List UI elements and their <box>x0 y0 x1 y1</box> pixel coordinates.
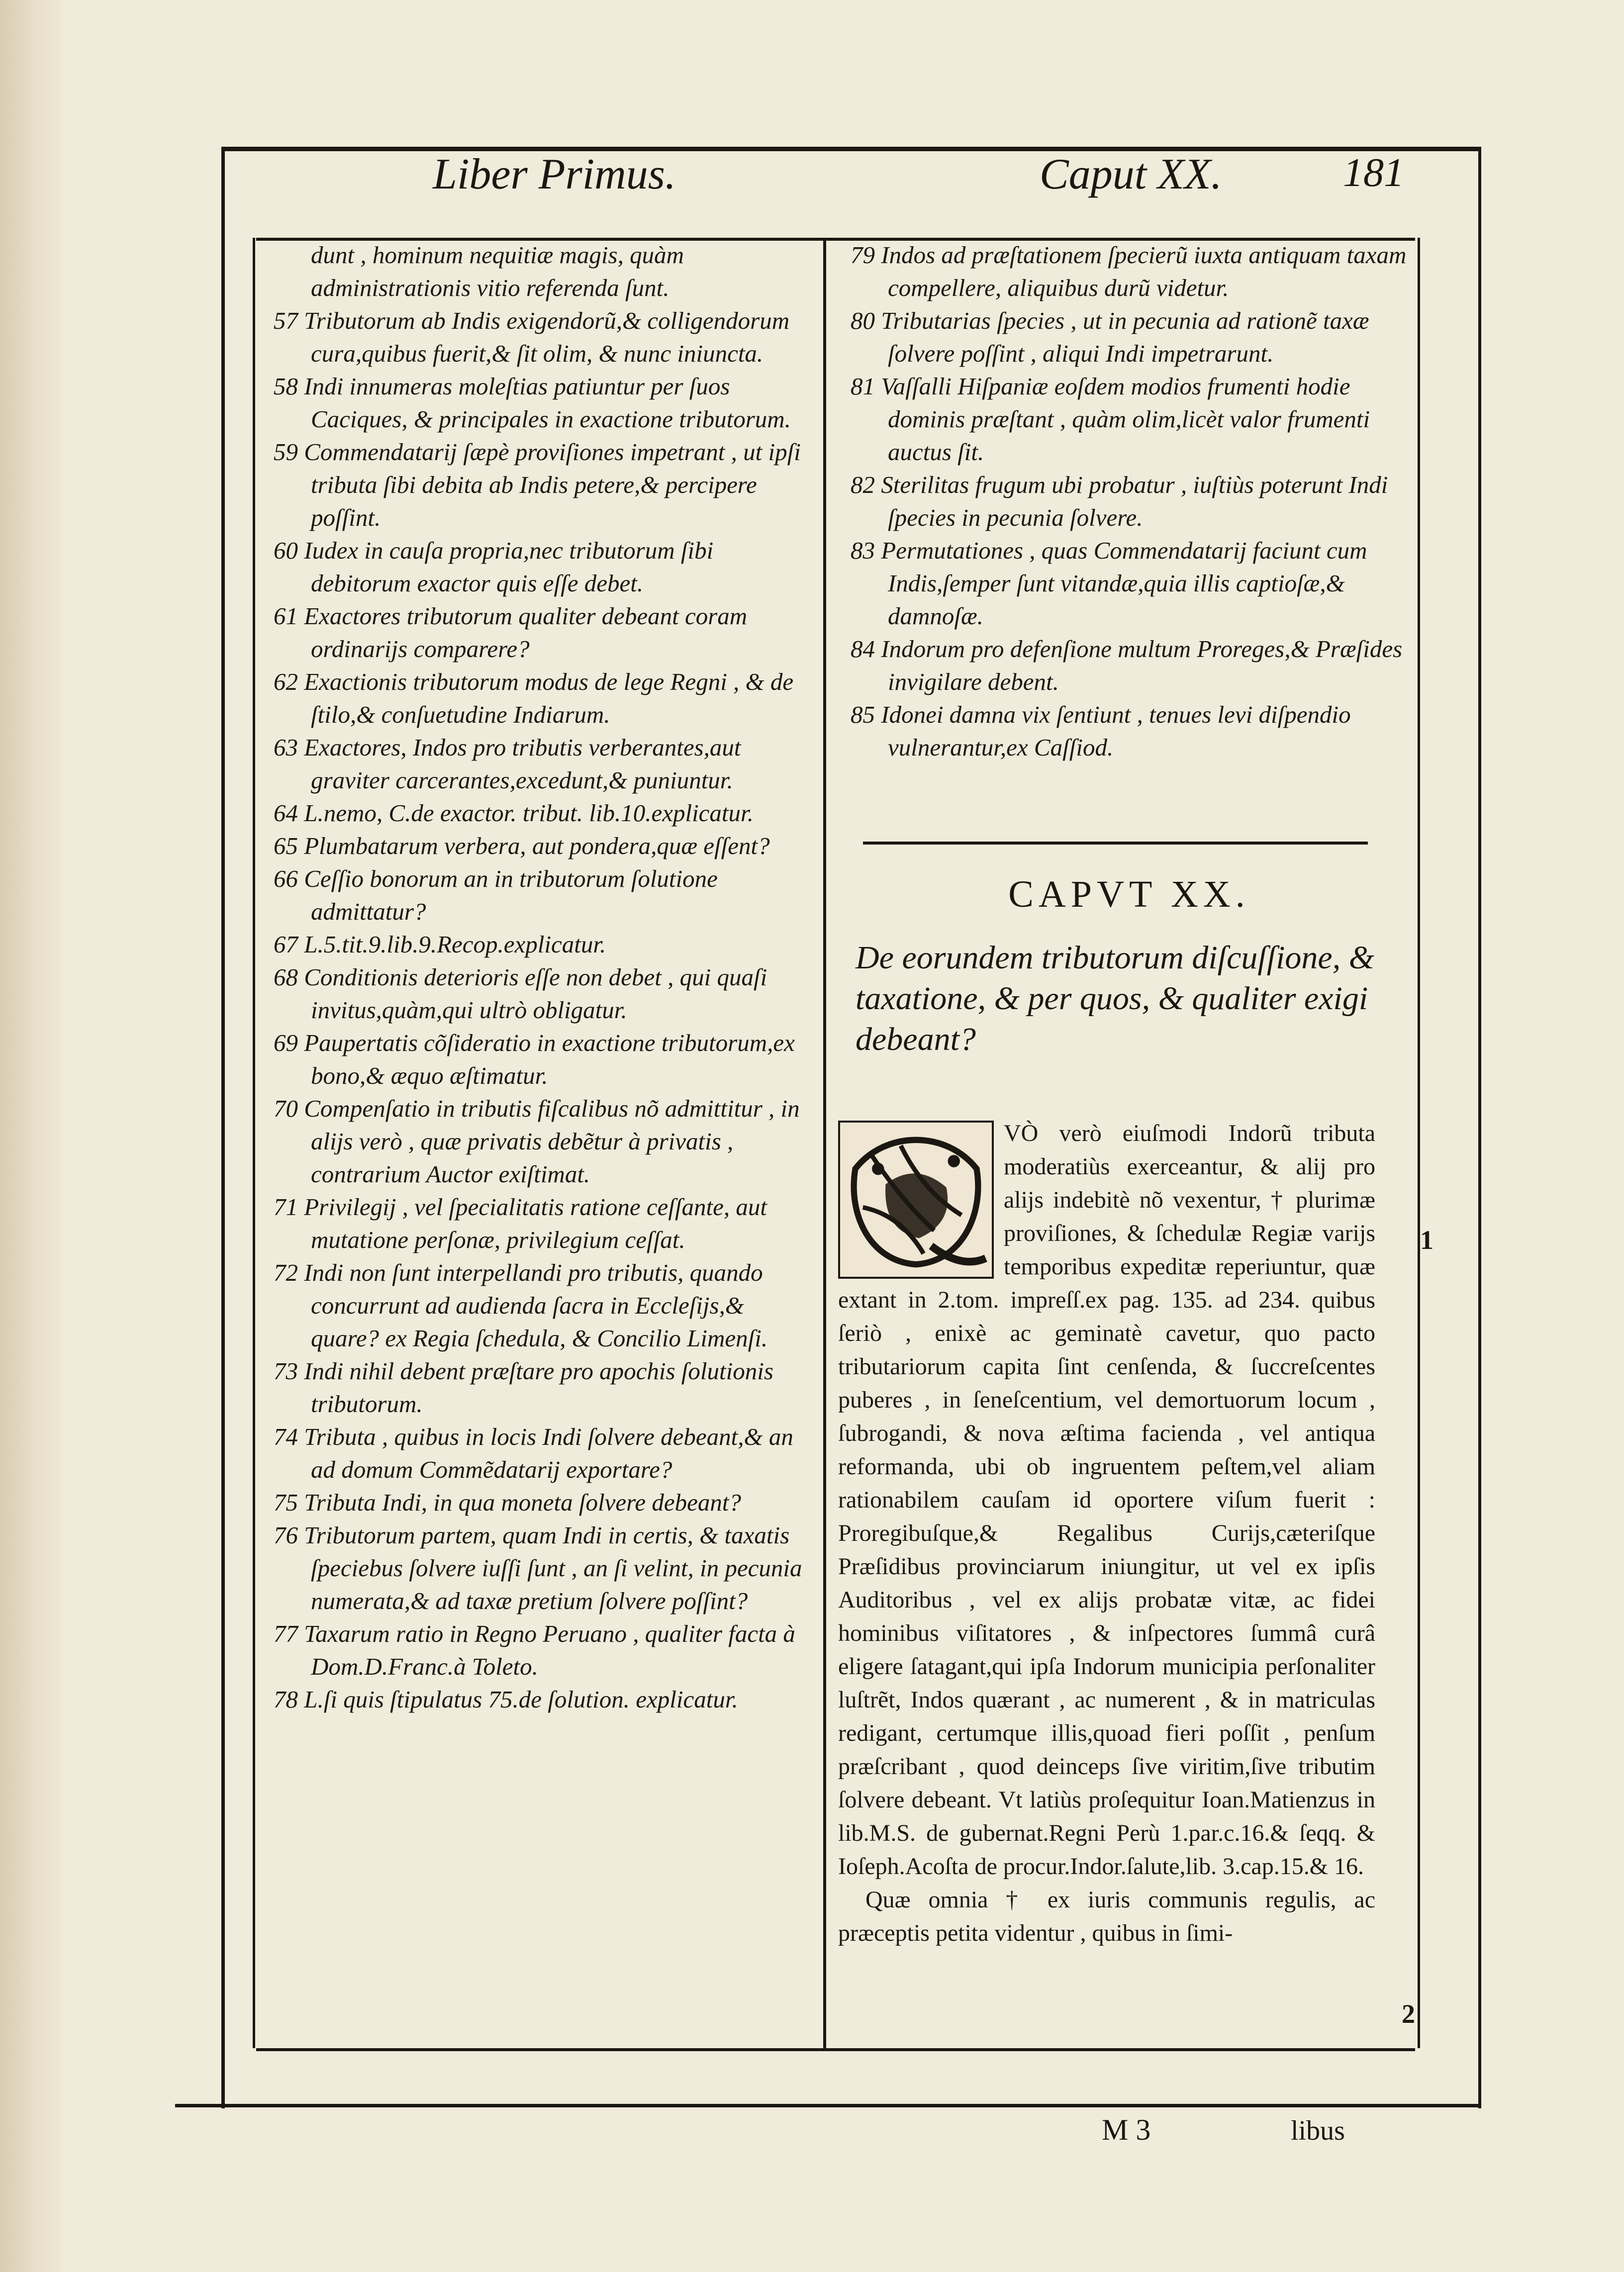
summary-entry: 66 Ceſſio bonorum an in tributorum ſolutione admittatur? <box>274 865 718 925</box>
summary-entry: 79 Indos ad præſtationem ſpecierũ iuxta antiquam taxam compellere, aliquibus durũ videtur. <box>851 241 1407 301</box>
body-paragraph-1: VÒ verò eiuſmodi Indorũ tributa moderatiùs exerceantur, & alij pro alijs indebitè nõ vexentur, † plurimæ proviſiones, & ſchedulæ Regiæ varijs temporibus expeditæ reperiuntur, quæ extant in 2.tom. impreſſ.ex pag. 135. ad 234. quibus ſeriò , enixè ac geminatè cavetur, quo pacto tributariorum capita ſint cenſenda, & ſuccreſcentes puberes , in ſeneſcentium, vel demortuorum locum , ſubrogandi, & nova æſtima facienda , vel antiqua reformanda, ubi ob ingruentem peſtem,vel aliam rationabilem cauſam id oportere viſum fuerit : Proregibuſque,& Regalibus Curijs,cæteriſque Præſidibus provinciarum iniungitur, ut vel ex ipſis Auditoribus , vel ex alijs probatæ vitæ, ac fidei hominibus viſitatores , & inſpectores ſummâ curâ eligere ſatagant,qui ipſa Indorum municipia perſonaliter luſtrẽt, Indos quærant , ac numerent , & in matriculas redigant, certumque illis,quoad fieri poſſit , penſum præſcribant , quod deinceps ſive viritim,ſive tributim ſolvere debeant. Vt latiùs proſequitur Ioan.Matienzus in lib.M.S. de gubernat.Regni Perù 1.par.c.16.& ſeqq. & Ioſeph.Acoſta de procur.Indor.ſalute,lib. 3.cap.15.& 16. <box>838 1120 1375 1880</box>
page-number: 181 <box>1343 150 1404 195</box>
right-column-rule <box>1418 238 1420 2048</box>
summary-entry: dunt , hominum nequitiæ magis, quàm administrationis vitio referenda ſunt. <box>311 241 684 301</box>
chapter-subtitle: De eorundem tributorum diſcuſſione, & taxatione, & per quos, & qualiter exigi debeant? <box>856 940 1375 1057</box>
footer-rule <box>175 2104 1478 2107</box>
summary-entry: 70 Compenſatio in tributis fiſcalibus nõ admittitur , in alijs verò , quæ privatis debẽtur à privatis , contrarium Auctor exiſtimat. <box>274 1095 800 1188</box>
summary-entry: 58 Indi innumeras moleſtias patiuntur per ſuos Caciques, & principales in exactione tributorum. <box>274 373 791 433</box>
margin-note-1: 1 <box>1420 1225 1433 1255</box>
section-divider <box>863 842 1368 845</box>
summary-entry: 84 Indorum pro defenſione multum Proreges,& Præſides invigilare debent. <box>851 635 1403 695</box>
running-head-chapter: Caput XX. <box>1040 150 1222 198</box>
summary-entry: 65 Plumbatarum verbera, aut pondera,quæ eſſent? <box>274 832 770 859</box>
summary-entry: 78 L.ſi quis ſtipulatus 75.de ſolution. explicatur. <box>274 1686 738 1713</box>
summary-entry: 83 Permutationes , quas Commendatarij faciunt cum Indis,ſemper ſunt vitandæ,quia illis captioſæ,& damnoſæ. <box>851 537 1367 630</box>
summary-entry: 59 Commendatarij ſæpè proviſiones impetrant , ut ipſi tributa ſibi debita ab Indis petere,& percipere poſſint. <box>274 438 801 531</box>
margin-note-2: 2 <box>1402 1999 1415 2029</box>
catchword: libus <box>1291 2115 1345 2146</box>
summary-entry: 69 Paupertatis cõſideratio in exactione tributorum,ex bono,& æquo æſtimatur. <box>274 1029 795 1089</box>
summary-entry: 85 Idonei damna vix ſentiunt , tenues levi diſpendio vulnerantur,ex Caſſiod. <box>851 701 1351 761</box>
summary-entry: 57 Tributorum ab Indis exigendorũ,& colligendorum cura,quibus fuerit,& ſit olim, & nunc iniuncta. <box>274 307 790 367</box>
decorated-initial-q-icon <box>838 1121 994 1279</box>
summary-entry: 81 Vaſſalli Hiſpaniæ eoſdem modios frumenti hodie dominis præſtant , quàm olim,licèt valor frumenti auctus ſit. <box>851 373 1370 466</box>
summary-entry: 76 Tributorum partem, quam Indi in certis, & taxatis ſpeciebus ſolvere iuſſi ſunt , an ſi velint, in pecunia numerata,& ad taxæ pretium ſolvere poſſint? <box>274 1521 802 1614</box>
summary-column-right <box>851 239 1408 764</box>
bottom-rule <box>256 2048 1415 2051</box>
chapter-title: CAPVT XX. <box>1008 873 1250 915</box>
summary-entry: 71 Privilegij , vel ſpecialitatis ratione ceſſante, aut mutatione perſonæ, privilegium ceſſat. <box>274 1193 767 1253</box>
summary-entry: 62 Exactionis tributorum modus de lege Regni , & de ſtilo,& conſuetudine Indiarum. <box>274 668 794 728</box>
chapter-body <box>838 1117 1375 1950</box>
left-column-rule <box>253 238 255 2048</box>
body-paragraph-2: Quæ omnia † ex iuris communis regulis, ac præceptis petita videntur , quibus in ſimi- <box>838 1887 1375 1946</box>
summary-entry: 64 L.nemo, C.de exactor. tribut. lib.10.explicatur. <box>274 799 754 827</box>
summary-entry: 77 Taxarum ratio in Regno Peruano , qualiter facta à Dom.D.Franc.à Toleto. <box>274 1620 795 1680</box>
summary-entry: 61 Exactores tributorum qualiter debeant coram ordinarijs comparere? <box>274 602 748 663</box>
summary-entry: 68 Conditionis deterioris eſſe non debet , qui quaſi invitus,quàm,qui ultrò obligatur. <box>274 963 767 1024</box>
summary-entry: 73 Indi nihil debent præſtare pro apochis ſolutionis tributorum. <box>274 1357 773 1418</box>
summary-entry: 82 Sterilitas frugum ubi probatur , iuſtiùs poterunt Indi ſpecies in pecunia ſolvere. <box>851 471 1388 531</box>
summary-entry: 75 Tributa Indi, in qua moneta ſolvere debeant? <box>274 1489 741 1516</box>
binding-gutter <box>0 0 64 2272</box>
middle-column-rule <box>823 238 826 2048</box>
summary-entry: 80 Tributarias ſpecies , ut in pecunia ad rationẽ taxæ ſolvere poſſint , aliqui Indi impetrarunt. <box>851 307 1369 367</box>
running-head-book: Liber Primus. <box>433 150 676 198</box>
summary-entry: 67 L.5.tit.9.lib.9.Recop.explicatur. <box>274 931 606 958</box>
summary-entry: 63 Exactores, Indos pro tributis verberantes,aut graviter carcerantes,excedunt,& puniuntur. <box>274 734 741 794</box>
signature-mark: M 3 <box>1102 2113 1151 2146</box>
summary-column-left <box>274 239 813 1716</box>
summary-entry: 74 Tributa , quibus in locis Indi ſolvere debeant,& an ad domum Commẽdatarij exportare? <box>274 1423 793 1483</box>
summary-entry: 60 Iudex in cauſa propria,nec tributorum ſibi debitorum exactor quis eſſe debet. <box>274 537 714 597</box>
summary-entry: 72 Indi non ſunt interpellandi pro tributis, quando concurrunt ad audienda ſacra in Eccleſijs,& quare? ex Regia ſchedula, & Concilio Limenſi. <box>274 1259 768 1352</box>
